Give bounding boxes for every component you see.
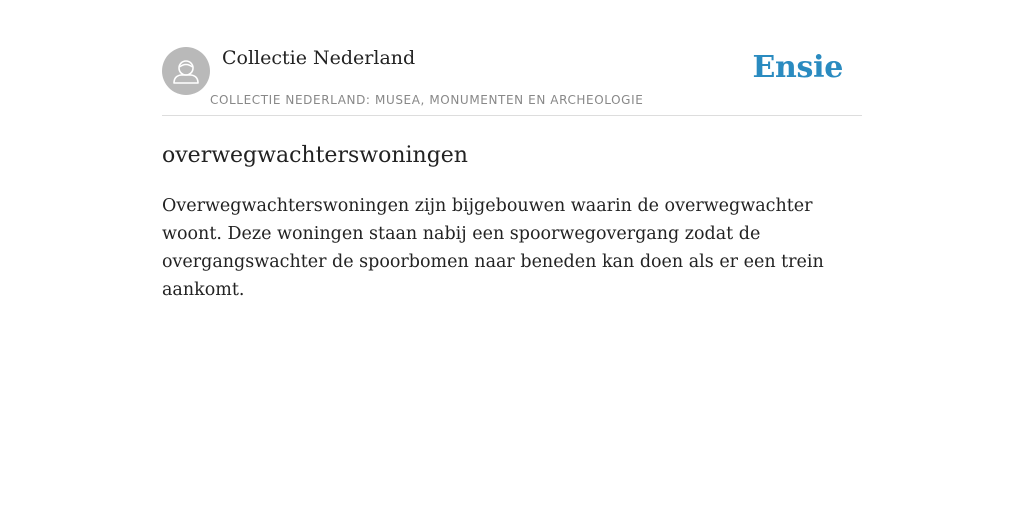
entry-definition: Overwegwachterswoningen zijn bijgebouwen waarin de overwegwachter woont. Deze woningen staan nabij een spoorwegovergang zodat de overgangswachter de spoorbomen naar beneden kan doen als er een trein aankomt. [162,196,824,300]
brand-logo[interactable]: Ensie [752,50,843,85]
entry-header [162,46,862,116]
user-icon [162,47,210,95]
avatar[interactable] [162,47,210,95]
author-name[interactable]: Collectie Nederland [222,47,416,69]
entry-card [162,46,862,304]
author-subtitle: COLLECTIE NEDERLAND: MUSEA, MONUMENTEN EN ARCHEOLOGIE [210,93,644,107]
entry-term: overwegwachterswoningen [162,143,468,168]
